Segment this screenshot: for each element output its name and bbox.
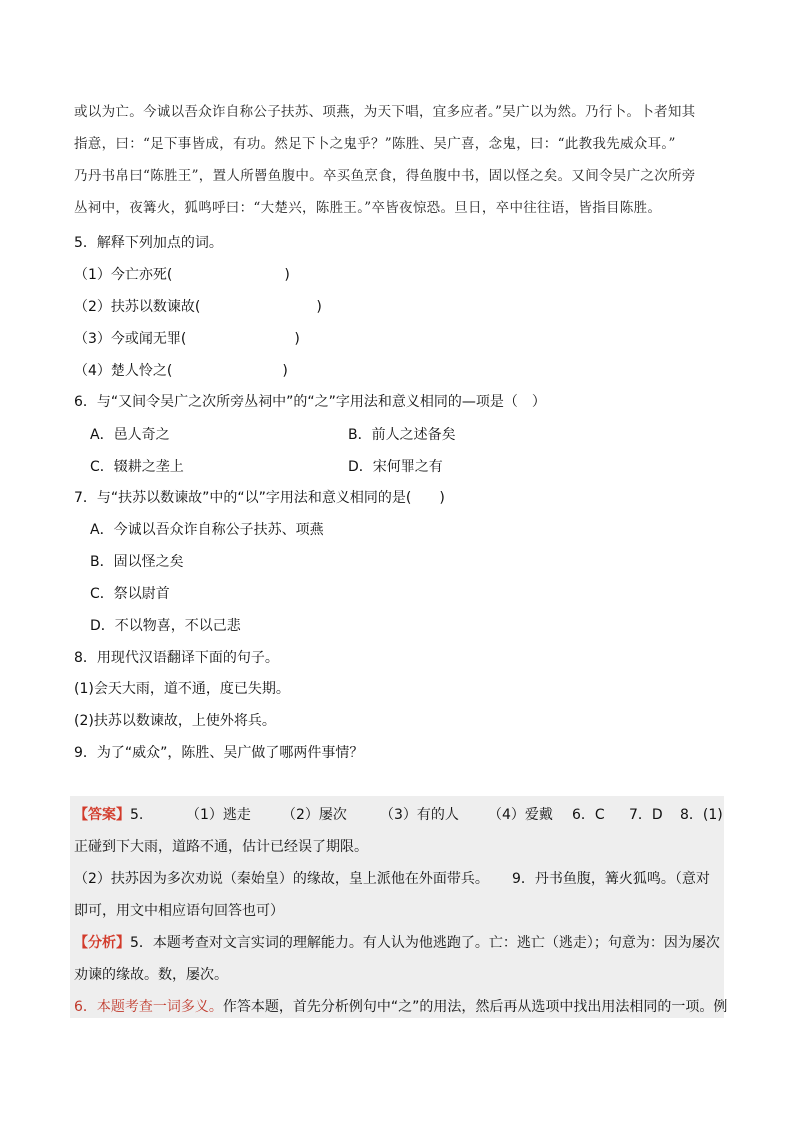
question-6-option-a: A．邑人奇之 [90, 427, 170, 443]
question-5-item-2 [74, 296, 322, 316]
item-text: （3）今或闻无罪( [74, 331, 187, 347]
close-paren: ) [284, 267, 290, 283]
answer-part: （4）爱戴 [488, 807, 553, 823]
passage-line: 指意，曰：“足下事皆成，有功。然足下卜之鬼乎？”陈胜、吴广喜，念鬼，曰：“此教我先威众耳。” [74, 136, 676, 152]
question-7-option-b: B．固以怪之矣 [90, 554, 184, 570]
answer-part: 8．(1) [680, 807, 723, 823]
question-6-option-b: B．前人之述备矣 [348, 427, 456, 443]
question-6-stem: 6．与“又间令吴广之次所旁丛祠中”的“之”字用法和意义相同的—项是（ ） [74, 394, 546, 410]
answer-part: 6．C [572, 807, 605, 823]
analysis-text: 5．本题考查对文言实词的理解能力。有人认为他逃跑了。亡：逃亡（逃走）；句意为：因为屡次 [130, 935, 720, 951]
item-text: （2）扶苏以数谏故( [74, 299, 201, 315]
question-8-stem: 8．用现代汉语翻译下面的句子。 [74, 650, 279, 666]
answer-line-2: 正碰到下大雨，道路不通，估计已经误了期限。 [74, 839, 368, 855]
analysis-line-2: 劝谏的缘故。数，屡次。 [74, 967, 228, 983]
analysis-tag: 【分析】 [74, 935, 130, 951]
analysis-line-3 [74, 996, 727, 1016]
question-5-stem: 5．解释下列加点的词。 [74, 235, 223, 251]
question-8-item-2: (2)扶苏以数谏故，上使外将兵。 [74, 713, 276, 729]
passage-line: 乃丹书帛曰“陈胜王”，置人所罾鱼腹中。卒买鱼烹食，得鱼腹中书，固以怪之矣。又间令吴广之次所旁 [74, 168, 696, 184]
question-7-option-a: A．今诚以吾众诈自称公子扶苏、项燕 [90, 522, 324, 538]
question-5-item-4 [74, 360, 288, 380]
analysis-number-red: 6．本题考查一词多义。 [74, 999, 223, 1015]
classical-passage [74, 96, 724, 224]
question-7-stem: 7．与“扶苏以数谏故”中的“以”字用法和意义相同的是( ) [74, 490, 445, 506]
answer-part: （2）屡次 [282, 807, 347, 823]
answer-part: （1）逃走 [186, 807, 251, 823]
item-text: （1）今亡亦死( [74, 267, 173, 283]
answer-line-3a: （2）扶苏因为多次劝说（秦始皇）的缘故，皇上派他在外面带兵。 [74, 871, 489, 887]
question-8-item-1: (1)会天大雨，道不通，度已失期。 [74, 681, 290, 697]
question-5-item-3 [74, 328, 300, 348]
analysis-line-1 [74, 932, 720, 952]
question-9-stem: 9．为了“威众”，陈胜、吴广做了哪两件事情？ [74, 745, 364, 761]
close-paren: ) [294, 331, 300, 347]
passage-line: 或以为亡。今诚以吾众诈自称公子扶苏、项燕，为天下唱，宜多应者。”吴广以为然。乃行卜。卜者知其 [74, 104, 696, 120]
question-6-option-c: C．辍耕之垄上 [90, 459, 184, 475]
passage-line: 丛祠中，夜篝火，狐鸣呼曰：“大楚兴，陈胜王。”卒皆夜惊恐。旦日，卒中往往语，皆指目陈胜。 [74, 200, 662, 216]
analysis-text [74, 999, 727, 1015]
analysis-text-rest: 作答本题，首先分析例句中“之”的用法，然后再从选项中找出用法相同的一项。例 [222, 999, 728, 1015]
close-paren: ) [316, 299, 322, 315]
answer-tag: 【答案】 [74, 807, 130, 823]
close-paren: ) [282, 363, 288, 379]
answer-line-1 [74, 804, 143, 824]
answer-part: 5. [130, 807, 144, 823]
question-7-option-d: D．不以物喜，不以己悲 [90, 618, 241, 634]
question-7-option-c: C．祭以尉首 [90, 586, 170, 602]
answer-line-3b: 9．丹书鱼腹，篝火狐鸣。（意对 [512, 871, 710, 887]
item-text: （4）楚人怜之( [74, 363, 173, 379]
question-6-option-d: D．宋何罪之有 [348, 459, 443, 475]
answer-part: 7．D [629, 807, 663, 823]
question-5-item-1 [74, 264, 290, 284]
answer-line-4: 即可，用文中相应语句回答也可） [74, 903, 284, 919]
answer-part: （3）有的人 [380, 807, 459, 823]
